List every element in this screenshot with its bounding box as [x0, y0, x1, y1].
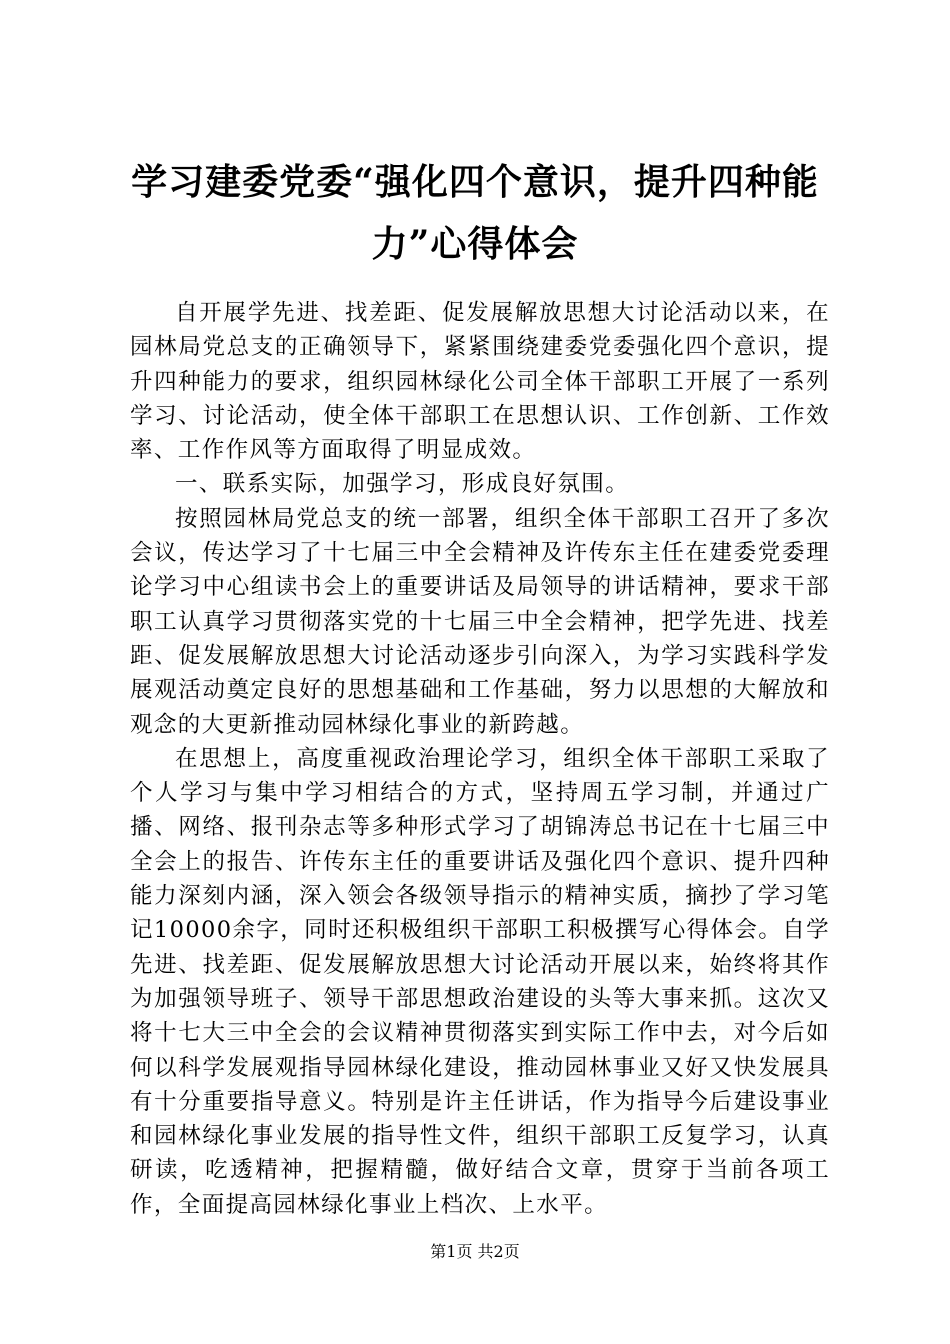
section-heading-1: 一、联系实际，加强学习，形成良好氛围。 [175, 471, 630, 498]
paragraph-study: 在思想上，高度重视政治理论学习，组织全体干部职工采取了个人学习与集中学习相结合的方式，坚持周五学习制，并通过广播、网络、报刊杂志等多种形式学习了胡锦涛总书记在十七届三中全会上的报告、许传东主任的重要讲话及强化四个意识、提升四种能力深刻内涵，深入领会各级领导指示的精神实质，摘抄了学习笔记10000余字，同时还积极组织干部职工积极撰写心得体会。自学先进、找差距、促发展解放思想大讨论活动开展以来，始终将其作为加强领导班子、领导干部思想政治建设的头等大事来抓。这次又将十七大三中全会的会议精神贯彻落实到实际工作中去，对今后如何以科学发展观指导园林绿化建设，推动园林事业又好又快发展具有十分重要指导意义。特别是许主任讲话，作为指导今后建设事业和园林绿化事业发展的指导性文件，组织干部职工反复学习，认真研读，吃透精神，把握精髓，做好结合文章，贯穿于当前各项工作，全面提高园林绿化事业上档次、上水平。 [130, 745, 830, 1218]
document-title-line-2: 力”心得体会 [371, 223, 579, 265]
document-title-line-1: 学习建委党委“强化四个意识，提升四种能 [131, 161, 819, 203]
document-body [130, 296, 830, 1222]
page-footer: 第1页 共2页 [430, 1242, 520, 1261]
paragraph-intro: 自开展学先进、找差距、促发展解放思想大讨论活动以来，在园林局党总支的正确领导下，紧紧围绕建委党委强化四个意识，提升四种能力的要求，组织园林绿化公司全体干部职工开展了一系列学习、讨论活动，使全体干部职工在思想认识、工作创新、工作效率、工作作风等方面取得了明显成效。 [130, 300, 830, 464]
paragraph-deployment: 按照园林局党总支的统一部署，组织全体干部职工召开了多次会议，传达学习了十七届三中全会精神及许传东主任在建委党委理论学习中心组读书会上的重要讲话及局领导的讲话精神，要求干部职工认真学习贯彻落实党的十七届三中全会精神，把学先进、找差距、促发展解放思想大讨论活动逐步引向深入，为学习实践科学发展观活动奠定良好的思想基础和工作基础，努力以思想的大解放和观念的大更新推动园林绿化事业的新跨越。 [130, 505, 830, 738]
